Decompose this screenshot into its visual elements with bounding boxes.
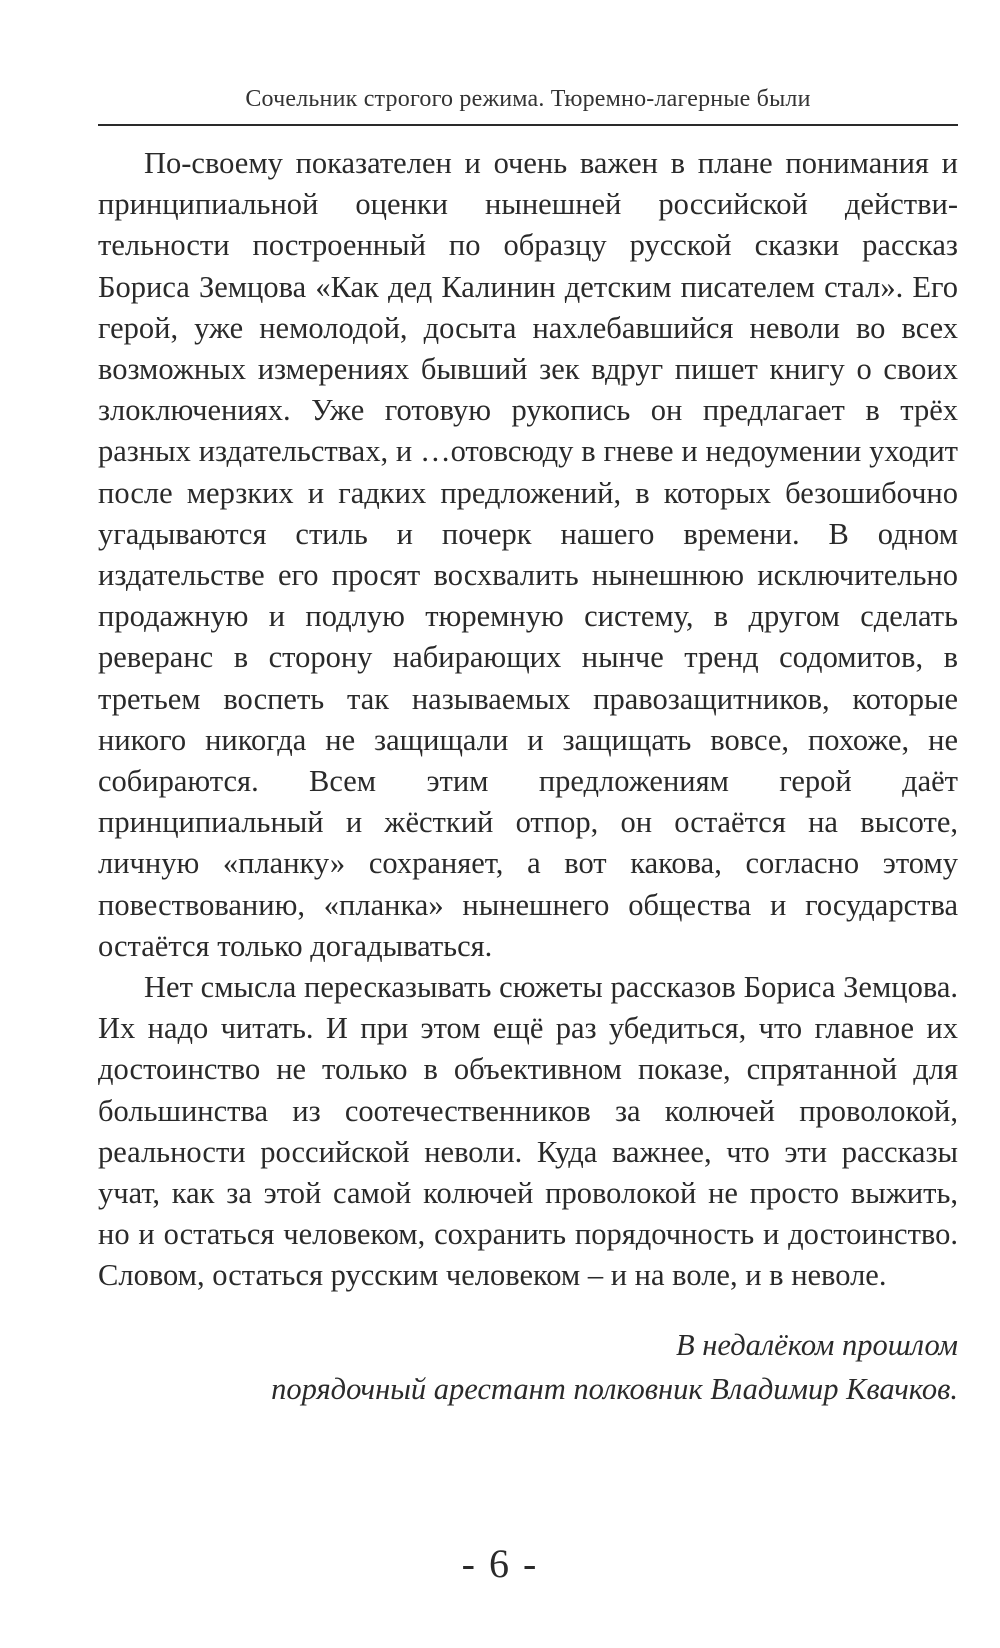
running-header: Сочельник строгого режима. Тюремно-лагерные были: [245, 86, 811, 112]
body-text: [98, 143, 958, 1297]
paragraph: По-своему показателен и очень важен в плане понимания и принципиальной оценки нынешней российской действительности построенный по образцу русской сказки рассказ Бориса Земцова «Как дед Калинин детским писателем стал». Его герой, уже немолодой, досыта нахлебавшийся неволи во всех возможных измерениях бывший зек вдруг пишет книгу о своих злоключениях. Уже готовую рукопись он предлагает в трёх разных издательствах, и …отовсюду в гневе и недоумении уходит после мерзких и гадких предложений, в которых безошибочно угадываются стиль и почерк нашего времени. В одном издательстве его просят восхвалить нынешнюю исключительно продажную и подлую тюремную систему, в другом сделать реверанс в сторону набирающих нынче тренд содомитов, в третьем воспеть так называемых правозащитников, которые никого никогда не защищали и защищать вовсе, похоже, не собираются. Всем этим предложениям герой даёт принципиальный и жёсткий отпор, он остаётся на высоте, личную «планку» сохраняет, а вот какова, согласно этому повествованию, «планка» нынешнего общества и государства остаётся только догадываться.: [98, 146, 958, 963]
page-number: - 6 -: [461, 1541, 539, 1586]
paragraph: Нет смысла пересказывать сюжеты рассказов Бориса Земцова. Их надо читать. И при этом ещё раз убедиться, что главное их достоинство не только в объективном показе, спрятанной для большинства из соотечественников за колючей проволокой, реальности российской неволи. Куда важнее, что эти рассказы учат, как за этой самой колючей проволокой не просто выжить, но и остаться человеком, сохранить порядочность и достоинство. Словом, остаться русским человеком – и на воле, и в неволе.: [98, 970, 958, 1293]
signature-line: порядочный арестант полковник Владимир Квачков.: [271, 1372, 958, 1406]
header-rule: [98, 124, 958, 126]
signature-line: В недалёком прошлом: [676, 1328, 958, 1362]
signature: [98, 1323, 958, 1411]
